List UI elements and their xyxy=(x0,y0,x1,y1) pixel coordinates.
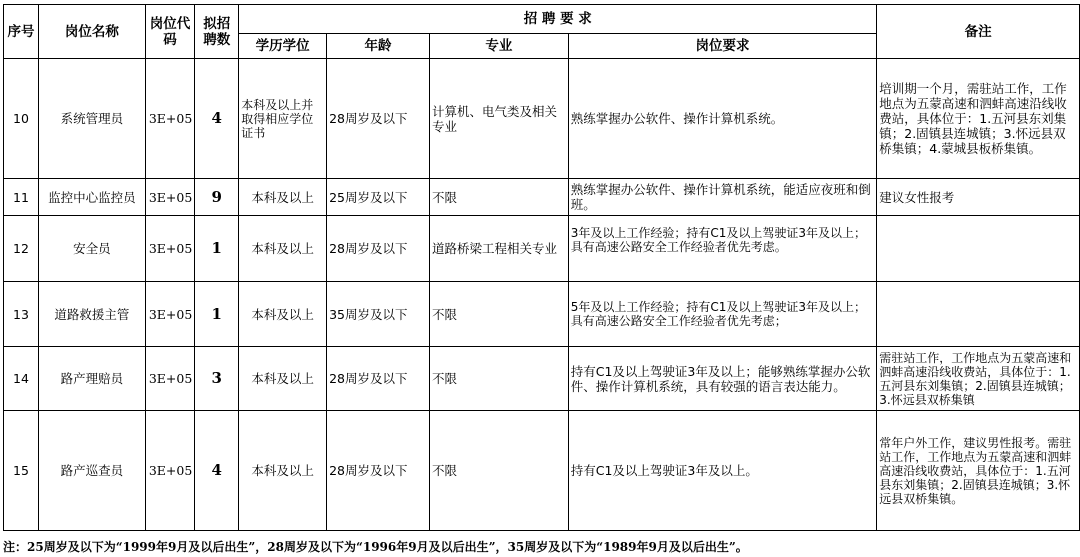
cell-age: 28周岁及以下 xyxy=(327,347,430,411)
header-age: 年龄 xyxy=(327,34,430,59)
cell-job-requirement: 5年及以上工作经验；持有C1及以上驾驶证3年及以上；具有高速公路安全工作经验者优先考虑； xyxy=(568,282,877,347)
table-row xyxy=(4,282,1080,347)
cell-planned-count: 1 xyxy=(195,216,239,282)
cell-position-code: 3E+05 xyxy=(145,59,194,179)
table-row xyxy=(4,179,1080,216)
header-position-code: 岗位代码 xyxy=(145,5,194,59)
cell-position-name: 监控中心监控员 xyxy=(38,179,145,216)
cell-education: 本科及以上 xyxy=(239,282,327,347)
cell-education: 本科及以上并取得相应学位证书 xyxy=(239,59,327,179)
cell-position-code: 3E+05 xyxy=(145,282,194,347)
cell-remark: 需驻站工作，工作地点为五蒙高速和泗蚌高速沿线收费站，具体位于：1.五河县东刘集镇；2.固镇县连城镇；3.怀远县双桥集镇 xyxy=(877,347,1080,411)
cell-position-code: 3E+05 xyxy=(145,179,194,216)
cell-planned-count: 4 xyxy=(195,411,239,531)
cell-major: 计算机、电气类及相关专业 xyxy=(429,59,568,179)
cell-education: 本科及以上 xyxy=(239,411,327,531)
table-row xyxy=(4,59,1080,179)
cell-position-name: 安全员 xyxy=(38,216,145,282)
table-row xyxy=(4,347,1080,411)
recruitment-table xyxy=(3,4,1080,531)
cell-remark: 培训期一个月，需驻站工作，工作地点为五蒙高速和泗蚌高速沿线收费站，具体位于：1.五河县东刘集镇；2.固镇县连城镇；3.怀远县双桥集镇；4.蒙城县板桥集镇。 xyxy=(877,59,1080,179)
cell-remark xyxy=(877,216,1080,282)
cell-age: 25周岁及以下 xyxy=(327,179,430,216)
header-remarks: 备注 xyxy=(877,5,1080,59)
cell-major: 不限 xyxy=(429,411,568,531)
cell-major: 道路桥梁工程相关专业 xyxy=(429,216,568,282)
cell-seq: 12 xyxy=(4,216,39,282)
header-requirements: 招 聘 要 求 xyxy=(239,5,877,34)
cell-position-code: 3E+05 xyxy=(145,411,194,531)
cell-age: 28周岁及以下 xyxy=(327,216,430,282)
header-job-requirements: 岗位要求 xyxy=(568,34,877,59)
cell-position-code: 3E+05 xyxy=(145,347,194,411)
cell-remark: 常年户外工作，建议男性报考。需驻站工作，工作地点为五蒙高速和泗蚌高速沿线收费站，具体位于：1.五河县东刘集镇；2.固镇县连城镇；3.怀远县双桥集镇。 xyxy=(877,411,1080,531)
cell-job-requirement: 熟练掌握办公软件、操作计算机系统。 xyxy=(568,59,877,179)
cell-education: 本科及以上 xyxy=(239,216,327,282)
cell-job-requirement: 熟练掌握办公软件、操作计算机系统，能适应夜班和倒班。 xyxy=(568,179,877,216)
cell-planned-count: 1 xyxy=(195,282,239,347)
cell-seq: 11 xyxy=(4,179,39,216)
cell-education: 本科及以上 xyxy=(239,347,327,411)
footnote: 注：25周岁及以下为“1999年9月及以后出生”，28周岁及以下为“1996年9月及以后出生”，35周岁及以下为“1989年9月及以后出生”。 xyxy=(3,540,748,554)
cell-seq: 14 xyxy=(4,347,39,411)
cell-position-name: 系统管理员 xyxy=(38,59,145,179)
cell-remark: 建议女性报考 xyxy=(877,179,1080,216)
cell-position-name: 道路救援主管 xyxy=(38,282,145,347)
cell-position-code: 3E+05 xyxy=(145,216,194,282)
cell-major: 不限 xyxy=(429,347,568,411)
cell-planned-count: 3 xyxy=(195,347,239,411)
cell-remark xyxy=(877,282,1080,347)
table-row xyxy=(4,216,1080,282)
cell-job-requirement: 持有C1及以上驾驶证3年及以上；能够熟练掌握办公软件、操作计算机系统，具有较强的语言表达能力。 xyxy=(568,347,877,411)
cell-major: 不限 xyxy=(429,179,568,216)
cell-position-name: 路产理赔员 xyxy=(38,347,145,411)
cell-age: 28周岁及以下 xyxy=(327,59,430,179)
cell-education: 本科及以上 xyxy=(239,179,327,216)
header-position-name: 岗位名称 xyxy=(38,5,145,59)
cell-age: 28周岁及以下 xyxy=(327,411,430,531)
header-education: 学历学位 xyxy=(239,34,327,59)
cell-age: 35周岁及以下 xyxy=(327,282,430,347)
cell-seq: 15 xyxy=(4,411,39,531)
cell-position-name: 路产巡查员 xyxy=(38,411,145,531)
table-row xyxy=(4,411,1080,531)
cell-seq: 13 xyxy=(4,282,39,347)
cell-seq: 10 xyxy=(4,59,39,179)
header-planned-count: 拟招聘数 xyxy=(195,5,239,59)
cell-planned-count: 9 xyxy=(195,179,239,216)
cell-job-requirement: 持有C1及以上驾驶证3年及以上。 xyxy=(568,411,877,531)
cell-job-requirement: 3年及以上工作经验；持有C1及以上驾驶证3年及以上；具有高速公路安全工作经验者优先考虑。 xyxy=(568,216,877,282)
cell-major: 不限 xyxy=(429,282,568,347)
header-seq: 序号 xyxy=(4,5,39,59)
header-major: 专业 xyxy=(429,34,568,59)
cell-planned-count: 4 xyxy=(195,59,239,179)
